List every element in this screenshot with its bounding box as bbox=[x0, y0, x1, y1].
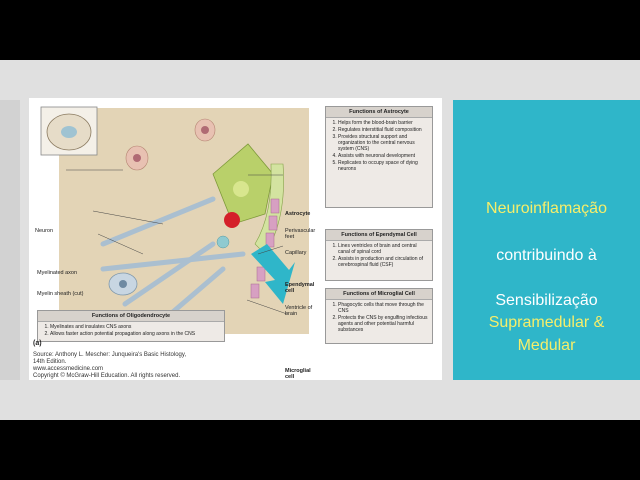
source-line: Source: Anthony L. Mescher: Junqueira's Basic Histology, bbox=[33, 352, 187, 358]
label-microglial-cell: Microglial cell bbox=[285, 368, 311, 380]
list-item: 2. Assists in production and circulation of cerebrospinal fluid (CSF) bbox=[338, 256, 429, 268]
title-panel bbox=[453, 100, 640, 380]
label-ependymal-cell: Ependymal cell bbox=[285, 282, 315, 294]
label-myelinated-axon: Myelinated axon bbox=[37, 270, 78, 276]
panel-line-3: Sensibilização bbox=[495, 292, 598, 309]
oligodendrocyte-cell bbox=[109, 273, 137, 295]
list-item: 1. Helps form the blood-brain barrier bbox=[338, 120, 429, 126]
astrocyte-functions-title: Functions of Astrocyte bbox=[326, 107, 432, 118]
source-citation bbox=[33, 352, 333, 380]
histology-figure bbox=[29, 98, 442, 380]
source-line: www.accessmedicine.com bbox=[33, 366, 104, 372]
oligodendrocyte-functions-box bbox=[37, 310, 225, 342]
list-item: 1. Phagocytic cells that move through the CNS bbox=[338, 302, 429, 314]
label-perivascular-feet: Perivascular feet bbox=[285, 228, 316, 240]
list-item: 4. Assists with neuronal development bbox=[338, 153, 429, 159]
source-line: Copyright © McGraw-Hill Education. All rights reserved. bbox=[33, 373, 181, 379]
microglial-functions-box bbox=[325, 288, 433, 344]
microglial-cell bbox=[217, 236, 229, 248]
oligodendrocyte-functions-title: Functions of Oligodendrocyte bbox=[38, 311, 224, 322]
panel-line-5: Medular bbox=[517, 337, 576, 354]
panel-line-2: contribuindo à bbox=[496, 247, 597, 264]
list-item: 2. Protects the CNS by engulfing infectious agents and other potential harmful substances bbox=[338, 315, 429, 333]
source-line: 14th Edition. bbox=[33, 359, 67, 365]
list-item: 5. Replicates to occupy space of dying neurons bbox=[338, 160, 429, 172]
ependymal-functions-title: Functions of Ependymal Cell bbox=[326, 230, 432, 241]
panel-line-4: Supramedular & bbox=[488, 314, 605, 331]
slide bbox=[0, 60, 640, 420]
label-neuron: Neuron bbox=[35, 228, 54, 234]
list-item: 1. Myelinates and insulates CNS axons bbox=[50, 324, 221, 330]
left-edge-strip bbox=[0, 100, 20, 380]
figure-panel-label: (a) bbox=[33, 340, 42, 347]
list-item: 1. Lines ventricles of brain and central canal of spinal cord bbox=[338, 243, 429, 255]
label-astrocyte: Astrocyte bbox=[285, 211, 311, 217]
label-myelin-sheath: Myelin sheath (cut) bbox=[37, 291, 84, 297]
panel-line-1: Neuroinflamação bbox=[486, 200, 607, 217]
label-capillary: Capillary bbox=[285, 250, 307, 256]
microglial-functions-title: Functions of Microglial Cell bbox=[326, 289, 432, 300]
list-item: 2. Allows faster action potential propagation along axons in the CNS bbox=[50, 331, 221, 337]
label-ventricle: Ventricle of brain bbox=[285, 305, 313, 317]
astrocyte-functions-box bbox=[325, 106, 433, 208]
ependymal-functions-box bbox=[325, 229, 433, 281]
list-item: 3. Provides structural support and organization to the central nervous system (CNS) bbox=[338, 134, 429, 152]
list-item: 2. Regulates interstitial fluid composition bbox=[338, 127, 429, 133]
